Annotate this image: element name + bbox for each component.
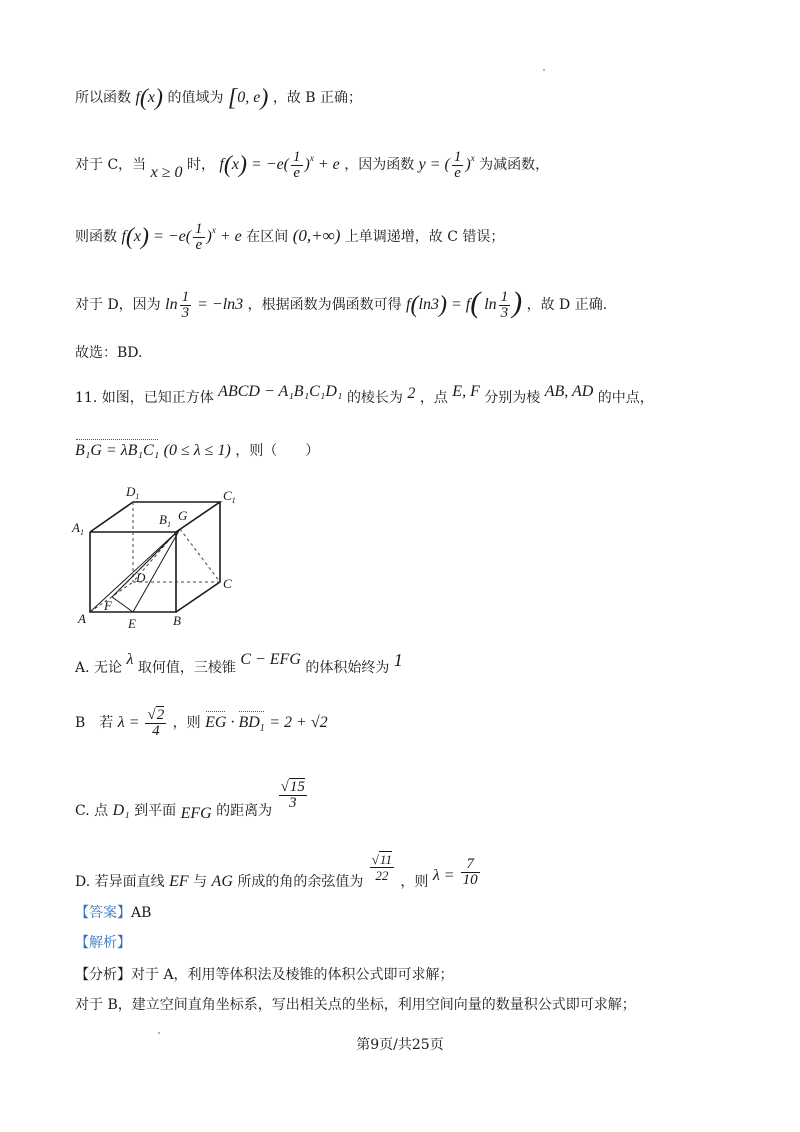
label-a1: $A_1$ [72, 520, 84, 537]
question-11-stem [75, 382, 654, 408]
page-footer: 第9页/共25页 [356, 1037, 444, 1053]
math-cube-name: ABCD − A₁B₁C₁D₁ [218, 383, 343, 400]
label-d: D [136, 570, 146, 585]
text-segment: D. 若异面直线 [75, 874, 165, 890]
analysis-line [75, 933, 131, 953]
text-segment: 所以函数 [75, 90, 131, 106]
top-face [90, 502, 220, 532]
text-segment: 分别为棱 [484, 390, 541, 406]
cube-figure [70, 482, 260, 632]
scan-dot [543, 69, 545, 71]
text-segment: 的体积始终为 [305, 660, 390, 676]
math-lambda-answer: λ = $\frac{7}{10}$ [432, 856, 478, 888]
text-segment: C. 点 [75, 803, 109, 819]
text-segment: 的距离为 [216, 803, 273, 819]
analysis-tag: 【解析】 [75, 935, 131, 951]
math-lambda-value: λ = $\frac{√2}{4}$ [117, 707, 165, 739]
text-segment: 在区间 [246, 229, 289, 245]
text-segment: 所成的角的余弦值为 [237, 874, 364, 890]
math-point-d1: D₁ [112, 802, 130, 819]
text-segment: B 若 [75, 715, 114, 732]
math-edges: AB, AD [544, 383, 594, 400]
answer-value: AB [131, 905, 152, 921]
text-segment: 的中点， [597, 390, 654, 406]
question-11-condition [75, 441, 319, 461]
answer-line [75, 903, 151, 923]
label-d1: $D_1$ [126, 484, 140, 501]
text-segment: 对于 D，因为 [75, 297, 161, 314]
text-segment: 时， [186, 157, 215, 173]
label-g: G [178, 508, 188, 523]
math-y-def: y = ( $\frac{1}{e}$ )$^x$ [418, 148, 475, 181]
text-line-range [75, 85, 363, 111]
text-segment: ，因为函数 [344, 157, 415, 173]
text-segment: 的值域为 [167, 90, 224, 106]
text-segment: ，则（ ） [235, 443, 320, 459]
math-lambda: λ [126, 651, 134, 668]
text-segment: 到平面 [134, 803, 177, 819]
text-segment: ，根据函数为偶函数可得 [247, 297, 402, 314]
math-fx: f(x) [135, 85, 164, 111]
label-c1: $C_1$ [223, 488, 236, 505]
answer-tag: 【答案】 [75, 905, 131, 921]
text-segment: 则函数 [75, 229, 117, 245]
math-condition: x ≥ 0 [150, 164, 183, 181]
option-b [75, 708, 328, 739]
math-fx-def: f(x) = −e( $\frac{1}{e}$ )$^x$ + e [121, 220, 242, 253]
fenxi-line [75, 965, 454, 985]
option-d [75, 852, 482, 892]
label-a: A [78, 611, 86, 626]
math-edge-length: 2 [407, 385, 416, 402]
text-segment: 的棱长为 [346, 390, 403, 406]
label-c: C [223, 576, 232, 591]
fenxi-text: 对于 A，利用等体积法及棱锥的体积公式即可求解； [131, 967, 454, 983]
math-interval: (0,+∞) [292, 226, 341, 245]
math-line-ef: EF [169, 873, 189, 890]
analysis-option-b: 对于 B，建立空间直角坐标系，写出相关点的坐标，利用空间向量的数量积公式即可求解； [75, 997, 636, 1013]
fenxi-tag: 【分析】 [75, 967, 131, 983]
hidden-edge-gc [180, 529, 220, 582]
math-even-fn: f(ln3) = f( ln $\frac{1}{3}$ ) [406, 286, 523, 321]
math-points: E, F [452, 383, 480, 400]
math-dot-product: EG · $BD_1$ [205, 714, 265, 731]
text-segment: 与 [193, 874, 208, 890]
text-line-option-c [75, 148, 549, 183]
text-segment: ，则 [400, 874, 429, 890]
text-segment: ，点 [419, 390, 448, 406]
text-segment: 11. 如图，已知正方体 [75, 390, 214, 406]
option-a [75, 650, 403, 678]
math-cosine-value: $\frac{√11}{22}$ [371, 852, 392, 883]
text-line-monotonic [75, 220, 504, 253]
math-ln-identity: ln $\frac{1}{3}$ = −ln3 [165, 289, 244, 321]
text-segment: 对于 C，当 [75, 157, 147, 173]
math-pyramid: C − EFG [240, 651, 301, 668]
text-segment: ，则 [172, 715, 201, 732]
line-fg [112, 529, 180, 597]
math-range: [0, e) [227, 85, 269, 111]
label-b: B [173, 613, 181, 628]
math-line-ag: AG [211, 873, 233, 890]
math-volume-value: 1 [393, 650, 403, 670]
text-segment: 上单调递增，故 C 错误； [344, 229, 505, 245]
line-fe [112, 597, 133, 612]
text-segment: 取何值，三棱锥 [137, 660, 236, 676]
text-line-choice: 故选：BD. [75, 345, 143, 361]
label-f: F [104, 598, 112, 613]
text-segment: 为减函数， [479, 157, 550, 173]
text-segment: A. 无论 [75, 660, 123, 676]
option-c [75, 780, 309, 824]
label-b1: $B_1$ [159, 512, 171, 529]
math-fx-def: f(x) = −e( $\frac{1}{e}$ )$^x$ + e [219, 148, 340, 181]
math-vector-eq: B₁G = λB₁C₁ [75, 442, 160, 459]
text-line-option-d [75, 286, 608, 321]
math-distance-value: $\frac{√15}{3}$ [280, 779, 305, 811]
text-segment: ，故 D 正确. [526, 297, 608, 314]
text-segment: ，故 B 正确； [272, 90, 363, 106]
math-dot-result: = 2 + √2 [269, 714, 328, 732]
math-lambda-range: (0 ≤ λ ≤ 1) [163, 442, 231, 459]
label-e: E [128, 616, 136, 631]
math-plane: EFG [180, 805, 212, 822]
